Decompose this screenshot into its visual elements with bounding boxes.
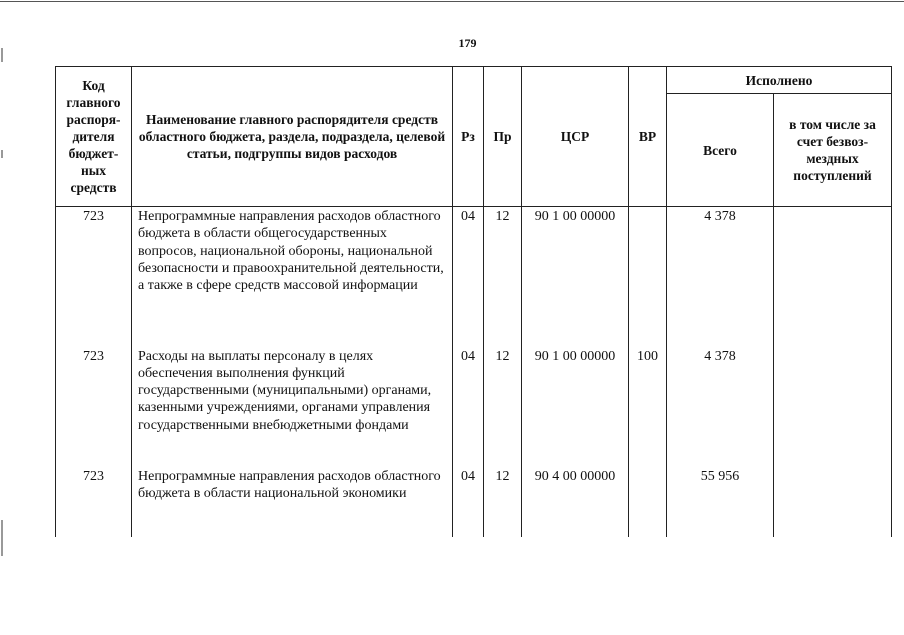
scan-artifact xyxy=(1,520,3,556)
cell-vr xyxy=(629,467,667,537)
cell-pr: 12 xyxy=(484,347,522,467)
cell-csr: 90 4 00 00000 xyxy=(522,467,629,537)
cell-total: 4 378 xyxy=(667,347,774,467)
cell-rz: 04 xyxy=(453,467,484,537)
cell-rz: 04 xyxy=(453,347,484,467)
table-row xyxy=(56,207,892,347)
cell-pr: 12 xyxy=(484,467,522,537)
table-row xyxy=(56,347,892,467)
cell-code: 723 xyxy=(56,467,132,537)
budget-table xyxy=(55,66,892,537)
cell-vr xyxy=(629,207,667,347)
cell-csr: 90 1 00 00000 xyxy=(522,347,629,467)
header-executed: Исполнено xyxy=(667,67,892,94)
cell-free xyxy=(774,347,892,467)
cell-pr: 12 xyxy=(484,207,522,347)
page-top-rule xyxy=(0,1,904,2)
cell-csr: 90 1 00 00000 xyxy=(522,207,629,347)
page-number: 179 xyxy=(458,36,477,50)
cell-name: Непрограммные направления расходов областного бюджета в области национальной экономики xyxy=(132,467,453,537)
header-total: Всего xyxy=(667,94,774,207)
header-pr: Пр xyxy=(484,67,522,207)
header-vr: ВР xyxy=(629,67,667,207)
cell-code: 723 xyxy=(56,347,132,467)
cell-total: 55 956 xyxy=(667,467,774,537)
table-row xyxy=(56,467,892,537)
cell-vr: 100 xyxy=(629,347,667,467)
cell-free xyxy=(774,207,892,347)
cell-name: Непрограммные направления расходов областного бюджета в области общегосударственных вопросов, национальной обороны, национальной безопасности и правоохранительной деятельности, а также в сфере средств массовой информации xyxy=(132,207,453,347)
header-rz: Рз xyxy=(453,67,484,207)
header-csr: ЦСР xyxy=(522,67,629,207)
header-name: Наименование главного распорядителя средств областного бюджета, раздела, подраздела, целевой статьи, подгруппы видов расходов xyxy=(132,67,453,207)
header-free: в том числе за счет безвоз-мездных поступлений xyxy=(774,94,892,207)
cell-total: 4 378 xyxy=(667,207,774,347)
scan-artifact xyxy=(1,150,3,158)
header-code: Код главного распоря-дителя бюджет-ных средств xyxy=(56,67,132,207)
cell-free xyxy=(774,467,892,537)
cell-rz: 04 xyxy=(453,207,484,347)
cell-name: Расходы на выплаты персоналу в целях обеспечения выполнения функций государственными (муниципальными) органами, казенными учреждениями, органами управления государственными внебюджетными фондами xyxy=(132,347,453,467)
cell-code: 723 xyxy=(56,207,132,347)
